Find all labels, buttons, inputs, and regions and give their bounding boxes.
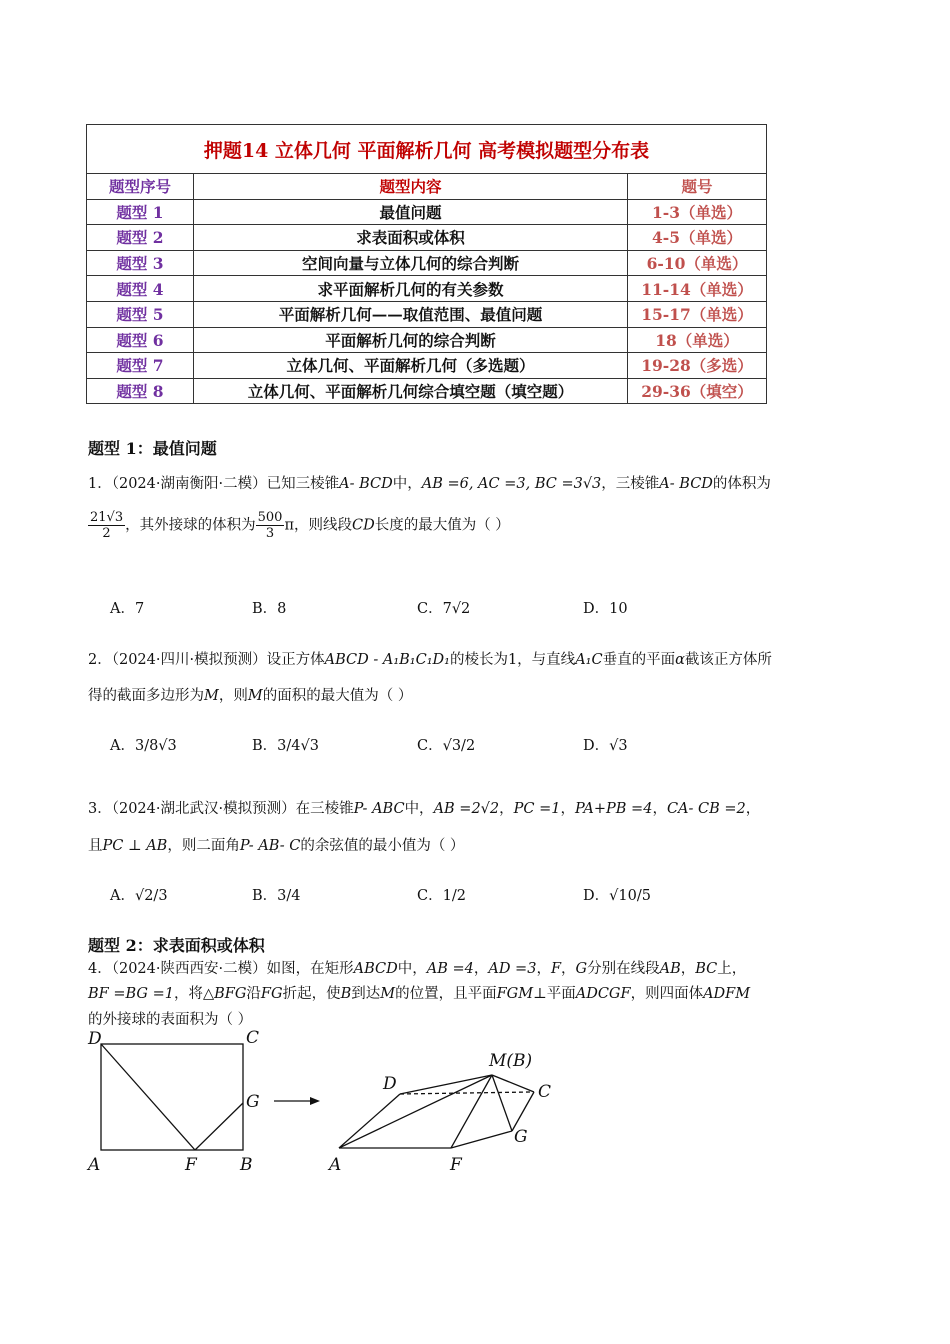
q2-text: 截该正方体所: [684, 652, 772, 668]
row-type: 题型 5: [87, 301, 194, 327]
row-type: 题型 1: [87, 199, 194, 225]
q4-text: 的位置，且平面: [395, 986, 497, 1002]
q4-math: AB =4: [426, 961, 474, 977]
q1-option-a[interactable]: A．7: [110, 601, 145, 617]
q3-text: ，则二面角: [167, 838, 240, 854]
segment-gc: [512, 1092, 534, 1131]
q4-math: M: [380, 986, 396, 1002]
q2-math: M: [204, 688, 219, 704]
question-3-line-2: [88, 834, 464, 855]
row-type: 题型 4: [87, 276, 194, 302]
question-1-line-2: [88, 510, 510, 541]
q4-text: ，将: [173, 986, 203, 1002]
q1-math: A- BCD: [659, 476, 713, 492]
label-g: G: [246, 1092, 260, 1112]
table-row: [87, 199, 767, 225]
q4-text: 到达: [351, 986, 381, 1002]
q2-option-c[interactable]: C．√3/2: [417, 738, 476, 754]
q4-text: 中，: [397, 961, 427, 977]
q1-option-b[interactable]: B．8: [252, 601, 287, 617]
header-content: 题型内容: [194, 174, 628, 200]
q1-option-c[interactable]: C．7√2: [417, 601, 471, 617]
header-nums: 题号: [628, 174, 767, 200]
table-row: [87, 225, 767, 251]
q4-math: B: [340, 986, 352, 1002]
row-content: 空间向量与立体几何的综合判断: [194, 250, 628, 276]
row-content: 平面解析几何的综合判断: [194, 327, 628, 353]
q3-text: 的余弦值的最小值为（ ）: [300, 838, 465, 854]
q4-math: ADFM: [703, 986, 751, 1002]
row-nums: 1-3（单选）: [628, 199, 767, 225]
row-nums: 29-36（填空）: [628, 378, 767, 404]
row-content: 求表面积或体积: [194, 225, 628, 251]
q4-text: 上，: [717, 961, 747, 977]
label-d2: D: [383, 1074, 397, 1094]
q3-math: PA+PB =4: [574, 801, 653, 817]
frac-den: 3: [265, 526, 275, 541]
section-title-1: 题型 1：最值问题: [88, 439, 217, 458]
q1-fraction-sphere: [256, 510, 285, 541]
segment-fg: [195, 1103, 243, 1150]
row-content: 立体几何、平面解析几何综合填空题（填空题）: [194, 378, 628, 404]
segment-mc: [492, 1075, 534, 1092]
label-a2: A: [329, 1155, 342, 1175]
q4-math: BF =BG =1: [88, 986, 174, 1002]
q2-text: 的棱长为1，与直线: [449, 652, 576, 668]
q4-math: ADCGF: [575, 986, 631, 1002]
label-d: D: [88, 1029, 102, 1049]
label-c2: C: [538, 1082, 552, 1102]
label-a: A: [88, 1155, 101, 1175]
row-nums: 4-5（单选）: [628, 225, 767, 251]
q3-math: PC ⊥ AB: [102, 838, 168, 854]
q3-text: 中，: [404, 801, 434, 817]
label-mb: M(B): [489, 1051, 533, 1071]
q3-math: CA- CB =2: [666, 801, 746, 817]
row-nums: 18（单选）: [628, 327, 767, 353]
q4-math: ABCD: [353, 961, 398, 977]
q2-math: ABCD - A₁B₁C₁D₁: [324, 652, 450, 668]
table-row: [87, 327, 767, 353]
label-b: B: [240, 1155, 253, 1175]
q1-text: 长度的最大值为（ ）: [374, 517, 510, 534]
q1-math: CD: [351, 517, 375, 534]
q1-text: ，三棱锥: [601, 476, 660, 492]
segment-df: [101, 1044, 195, 1150]
q1-math: AB =6, AC =3, BC =3√3: [421, 476, 602, 492]
q3-math: PC =1: [513, 801, 561, 817]
q2-option-b[interactable]: B．3/4√3: [252, 738, 319, 754]
q2-text: 垂直的平面: [602, 652, 676, 668]
row-type: 题型 2: [87, 225, 194, 251]
label-f2: F: [450, 1155, 462, 1175]
q3-option-c[interactable]: C．1/2: [417, 888, 466, 904]
q3-math: P- AB- C: [239, 838, 301, 854]
q4-math: G: [575, 961, 588, 977]
q4-text: ，则四面体: [630, 986, 704, 1002]
q1-text: ，则线段: [293, 517, 352, 534]
q4-math: AB: [659, 961, 681, 977]
row-nums: 15-17（单选）: [628, 301, 767, 327]
row-content: 求平面解析几何的有关参数: [194, 276, 628, 302]
q3-math: AB =2√2: [433, 801, 500, 817]
question-4-line-1: 4．（2024·陕西西安·二模）如图，在矩形ABCD中，AB =4，AD =3，F，G分别在线段AB，BC上，: [88, 961, 747, 977]
q2-text: ，则: [218, 688, 248, 704]
q4-math: △BFG: [202, 986, 247, 1002]
segment-dm: [400, 1075, 492, 1094]
q3-math: P- ABC: [353, 801, 405, 817]
segment-am: [339, 1075, 492, 1148]
q2-math: α: [675, 652, 685, 668]
section-title-2: 题型 2：求表面积或体积: [88, 936, 265, 955]
q4-text: 分别在线段: [587, 961, 660, 977]
question-4-line-2: [88, 982, 750, 1003]
frac-num: 500: [257, 510, 283, 525]
row-type: 题型 8: [87, 378, 194, 404]
q3-text: 且: [88, 838, 103, 854]
segment-mg: [492, 1075, 512, 1131]
rectangle-abcd: [101, 1044, 243, 1150]
question-4-line-3: 的外接球的表面积为（ ）: [88, 1012, 253, 1028]
q2-option-d[interactable]: D．√3: [583, 738, 628, 754]
question-2-line-1: [88, 648, 772, 669]
frac-den: 2: [102, 526, 111, 541]
q1-text: 中，: [392, 476, 422, 492]
label-g2: G: [514, 1127, 528, 1147]
question-1-line-1: [88, 472, 771, 493]
q1-math: A- BCD: [339, 476, 393, 492]
q2-math: M: [247, 688, 263, 704]
row-type: 题型 3: [87, 250, 194, 276]
q1-text: 1．（2024·湖南衡阳·二模）已知三棱锥: [88, 476, 340, 492]
q4-math: AD =3: [488, 961, 537, 977]
q4-text: 沿: [246, 986, 261, 1002]
q2-text: 得的截面多边形为: [88, 688, 204, 704]
pi-symbol: π: [284, 517, 294, 534]
segment-ad: [339, 1094, 400, 1148]
label-f: F: [185, 1155, 197, 1175]
table-row: [87, 378, 767, 404]
row-type: 题型 7: [87, 353, 194, 379]
table-row: [87, 353, 767, 379]
q1-text: 的体积为: [712, 476, 771, 492]
q4-math: FG: [260, 986, 283, 1002]
q2-text: 2．（2024·四川·模拟预测）设正方体: [88, 652, 325, 668]
q2-math: A₁C: [575, 652, 603, 668]
q3-option-a[interactable]: A．√2/3: [110, 888, 168, 904]
q4-text: ⊥平面: [533, 986, 576, 1002]
row-type: 题型 6: [87, 327, 194, 353]
q3-option-d[interactable]: D．√10/5: [583, 888, 651, 904]
q4-text: 4．（2024·陕西西安·二模）如图，在矩形: [88, 961, 354, 977]
q3-option-b[interactable]: B．3/4: [252, 888, 301, 904]
label-c: C: [246, 1028, 260, 1048]
table-row: [87, 276, 767, 302]
segment-fm: [451, 1075, 492, 1148]
question-3-line-1: 3．（2024·湖北武汉·模拟预测）在三棱锥P- ABC中，AB =2√2，PC =1，PA+PB =4，CA- CB =2，: [88, 801, 761, 817]
q4-math: BC: [695, 961, 718, 977]
frac-num: 21√3: [90, 510, 124, 525]
row-nums: 6-10（单选）: [628, 250, 767, 276]
question-2-line-2: [88, 684, 412, 705]
q4-figure: [0, 1020, 950, 1180]
q2-text: 的面积的最大值为（ ）: [262, 688, 413, 704]
arrow-right-icon: [310, 1097, 320, 1105]
q4-text: 折起，使: [282, 986, 341, 1002]
segment-fg2: [451, 1131, 512, 1148]
row-nums: 11-14（单选）: [628, 276, 767, 302]
segment-dc-hidden: [400, 1092, 531, 1094]
q1-text: ，其外接球的体积为: [125, 517, 256, 534]
q4-math: F: [550, 961, 561, 977]
q3-text: 3．（2024·湖北武汉·模拟预测）在三棱锥: [88, 801, 354, 817]
table-row: [87, 301, 767, 327]
row-content: 平面解析几何——取值范围、最值问题: [194, 301, 628, 327]
question-distribution-table: [86, 124, 767, 404]
row-nums: 19-28（多选）: [628, 353, 767, 379]
q4-math: FGM: [496, 986, 534, 1002]
q1-option-d[interactable]: D．10: [583, 601, 628, 617]
row-content: 立体几何、平面解析几何（多选题）: [194, 353, 628, 379]
table-row: [87, 250, 767, 276]
q1-fraction-volume: [88, 510, 125, 541]
header-type: 题型序号: [87, 174, 194, 200]
q2-option-a[interactable]: A．3/8√3: [110, 738, 177, 754]
table-title: 押题14 立体几何 平面解析几何 高考模拟题型分布表: [87, 125, 767, 174]
row-content: 最值问题: [194, 199, 628, 225]
